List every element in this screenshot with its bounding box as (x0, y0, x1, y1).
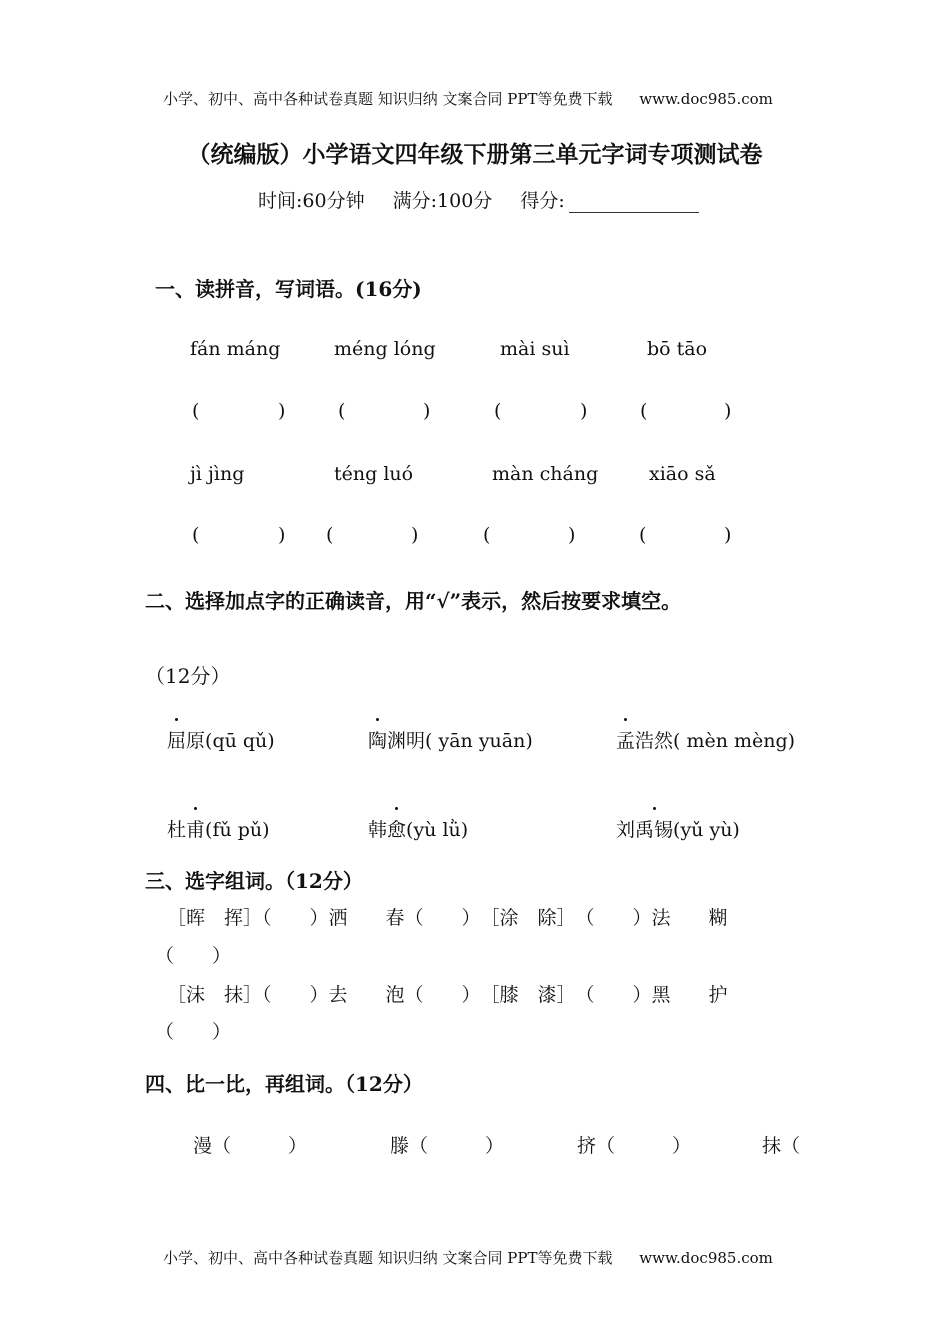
answer-close: ) (278, 524, 286, 546)
reading-options: (fǔ pǔ) (205, 819, 270, 841)
answer-open: ( (640, 400, 648, 422)
answer-close: ) (568, 524, 576, 546)
item-rest: 原 (186, 730, 206, 752)
section3-line1: ［晖 挥］（ ）洒 春（ ） ［涂 除］ （ ）法 糊 (167, 907, 728, 929)
item-rest: 杜 (167, 819, 187, 841)
pinyin-item: bō tāo (647, 338, 708, 360)
reading-item (368, 815, 468, 842)
pinyin-item: jì jìng (190, 463, 245, 485)
pinyin-item: xiāo sǎ (649, 463, 716, 485)
reading-options: ( mèn mèng) (673, 730, 796, 752)
compare-item: 滕（ ） (390, 1135, 505, 1157)
compare-item: 漫（ ） (193, 1135, 308, 1157)
reading-item (616, 726, 795, 753)
answer-open: ( (338, 400, 346, 422)
page-header (163, 88, 773, 109)
pinyin-item: téng luó (334, 463, 414, 485)
answer-open: ( (192, 524, 200, 546)
reading-options: ( yān yuān) (425, 730, 533, 752)
answer-open: ( (483, 524, 491, 546)
reading-item (616, 815, 740, 842)
item-rest: 刘 (616, 819, 636, 841)
section2-points: （12分） (145, 664, 231, 688)
answer-open: ( (494, 400, 502, 422)
item-rest: 渊明 (387, 730, 426, 752)
section3-heading: 三、选字组词。（12分） (145, 869, 363, 893)
dotted-char: 禹锡 (635, 815, 673, 842)
reading-item (368, 726, 533, 753)
header-text: 小学、初中、高中各种试卷真题 知识归纳 文案合同 PPT等免费下载 (163, 90, 613, 108)
answer-open: ( (639, 524, 647, 546)
section3-line2-cont: （ ） (155, 1021, 232, 1043)
reading-item (167, 815, 270, 842)
page-title: （统编版）小学语文四年级下册第三单元字词专项测试卷 (187, 141, 763, 168)
pinyin-item: màn cháng (492, 463, 599, 485)
full-score: 满分:100分 (392, 190, 493, 212)
score-blank (569, 192, 699, 213)
item-rest: 韩 (368, 819, 388, 841)
item-rest: 浩然 (635, 730, 674, 752)
time-limit: 时间:60分钟 (258, 190, 365, 212)
pinyin-item: fán máng (190, 338, 281, 360)
dotted-char: 甫 (186, 815, 205, 842)
dotted-char: 愈 (387, 815, 406, 842)
reading-options: (qū qǔ) (205, 730, 275, 752)
compare-item: 挤（ ） (577, 1135, 692, 1157)
pinyin-item: mài suì (500, 338, 570, 360)
dotted-char: 屈 (167, 726, 186, 753)
answer-close: ) (423, 400, 431, 422)
section1-heading: 一、读拼音，写词语。(16分) (155, 277, 422, 301)
answer-open: ( (326, 524, 334, 546)
section2-heading: 二、选择加点字的正确读音，用“√”表示，然后按要求填空。 (145, 589, 682, 613)
section3-line2: ［沫 抹］（ ）去 泡（ ） ［膝 漆］ （ ）黑 护 (167, 984, 728, 1006)
dotted-char: 陶 (368, 726, 387, 753)
answer-close: ) (724, 524, 732, 546)
reading-options: (yǔ yù) (673, 819, 740, 841)
footer-text: 小学、初中、高中各种试卷真题 知识归纳 文案合同 PPT等免费下载 (163, 1249, 613, 1267)
footer-url: www.doc985.com (639, 1249, 773, 1267)
answer-close: ) (278, 400, 286, 422)
answer-close: ) (411, 524, 419, 546)
exam-meta (258, 186, 699, 213)
page-footer (163, 1247, 773, 1268)
pinyin-item: méng lóng (334, 338, 436, 360)
compare-item: 抹（ (762, 1135, 801, 1157)
answer-close: ) (580, 400, 588, 422)
reading-item (167, 726, 275, 753)
answer-open: ( (192, 400, 200, 422)
score-label: 得分: (520, 190, 565, 212)
reading-options: (yù lǜ) (406, 819, 469, 841)
header-url: www.doc985.com (639, 90, 773, 108)
answer-close: ) (724, 400, 732, 422)
section3-line1-cont: （ ） (155, 945, 232, 967)
section4-heading: 四、比一比，再组词。（12分） (145, 1072, 423, 1096)
dotted-char: 孟 (616, 726, 635, 753)
